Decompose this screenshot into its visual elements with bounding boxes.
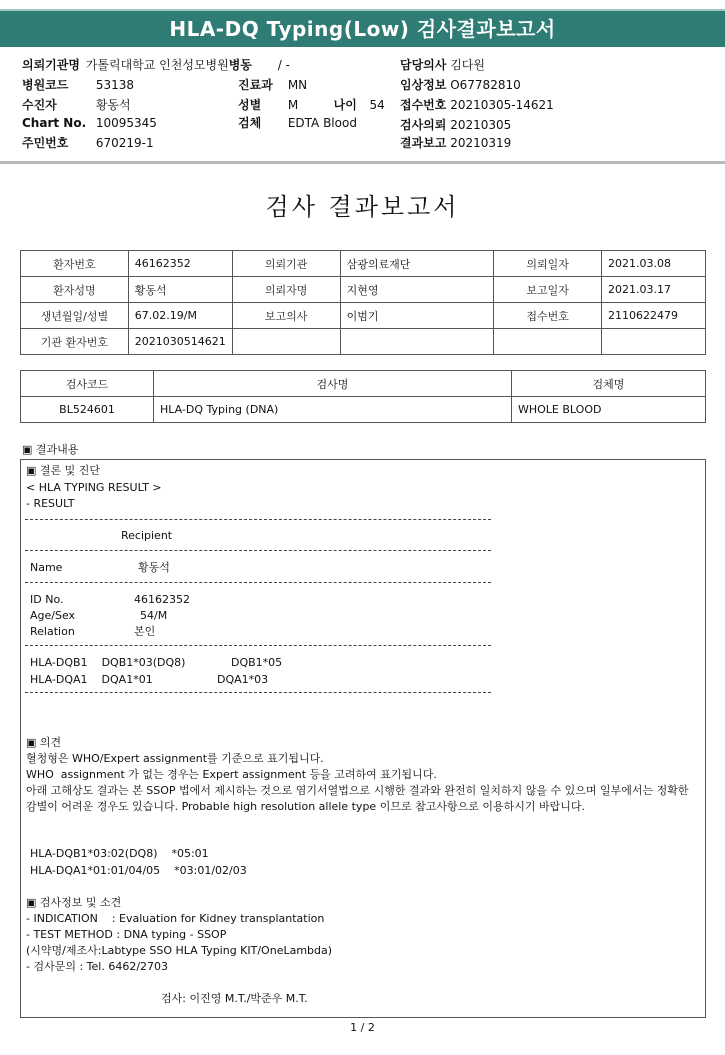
age-sex-label: Age/Sex bbox=[30, 609, 76, 622]
cell-label: 보고의사 bbox=[232, 303, 340, 329]
label-chart-no: Chart No. bbox=[22, 116, 87, 130]
label-patient: 수진자 bbox=[22, 98, 57, 112]
cell-value: 지현영 bbox=[340, 277, 494, 303]
value-ward: / - bbox=[277, 58, 290, 72]
header-row-1-right bbox=[400, 56, 485, 73]
dqb1-result-2: DQB1*05 bbox=[231, 656, 283, 669]
header-test-code: 검사코드 bbox=[21, 371, 154, 397]
cell-value: 2110622479 bbox=[602, 303, 706, 329]
cell-value bbox=[602, 329, 706, 355]
recipient-heading: Recipient bbox=[121, 529, 173, 542]
header-row-5-right bbox=[400, 134, 511, 151]
header-divider bbox=[0, 161, 725, 164]
dashed-divider bbox=[25, 645, 491, 646]
reagent-line: (시약명/제조사:Labtype SSO HLA Typing KIT/OneLambda) bbox=[26, 944, 333, 957]
label-hospital-code: 병원코드 bbox=[22, 78, 69, 92]
test-info-table bbox=[20, 370, 706, 423]
id-value: 46162352 bbox=[134, 593, 190, 606]
conclusion-heading: ▣ 결론 및 진단 bbox=[26, 464, 101, 477]
opinion-paragraph-2: WHO assignment 가 없는 경우는 Expert assignment 등을 고려하여 표기됩니다. bbox=[26, 768, 437, 781]
header-row-2-right bbox=[400, 76, 521, 93]
header-row-3-mid bbox=[238, 96, 385, 113]
value-age: 54 bbox=[369, 98, 385, 112]
label-requesting-institution: 의뢰기관명 bbox=[22, 58, 80, 72]
cell-label: 보고일자 bbox=[494, 277, 602, 303]
value-specimen: EDTA Blood bbox=[287, 116, 357, 130]
inquiry-line: - 검사문의 : Tel. 6462/2703 bbox=[26, 960, 169, 973]
cell-value: 2021030514621 bbox=[128, 329, 232, 355]
cell-test-name: HLA-DQ Typing (DNA) bbox=[154, 397, 512, 423]
table-row bbox=[21, 397, 706, 423]
table-header-row bbox=[21, 371, 706, 397]
label-age: 나이 bbox=[333, 98, 357, 112]
cell-value: 2021.03.08 bbox=[602, 251, 706, 277]
header-row-3-left bbox=[22, 96, 131, 113]
relation-label: Relation bbox=[30, 625, 75, 638]
cell-specimen-name: WHOLE BLOOD bbox=[512, 397, 706, 423]
id-label: ID No. bbox=[30, 593, 64, 606]
label-ward: 병동 bbox=[228, 58, 252, 72]
value-resident-number: 670219-1 bbox=[95, 136, 154, 150]
signers-line: 검사: 이진영 M.T./박준우 M.T. bbox=[161, 992, 308, 1005]
high-resolution-dqa1: HLA-DQA1*01:01/04/05 *03:01/02/03 bbox=[30, 864, 247, 877]
label-test-request: 검사의뢰 bbox=[400, 118, 447, 132]
page-number: 1 / 2 bbox=[350, 1021, 375, 1034]
dashed-divider bbox=[25, 582, 491, 583]
cell-test-code: BL524601 bbox=[21, 397, 154, 423]
table-row bbox=[21, 329, 706, 355]
hla-typing-result-heading: < HLA TYPING RESULT > bbox=[26, 481, 162, 494]
header-row-3-right bbox=[400, 96, 554, 113]
cell-value: 삼광의료재단 bbox=[340, 251, 494, 277]
cell-label: 생년월일/성별 bbox=[21, 303, 129, 329]
dashed-divider bbox=[25, 692, 491, 693]
dashed-divider bbox=[25, 550, 491, 551]
value-chart-no: 10095345 bbox=[95, 116, 157, 130]
label-specimen: 검체 bbox=[238, 116, 262, 130]
value-receipt-number: 20210305-14621 bbox=[450, 98, 554, 112]
header-row-5-left bbox=[22, 134, 154, 151]
cell-value: 황동석 bbox=[128, 277, 232, 303]
age-sex-value: 54/M bbox=[140, 609, 168, 622]
relation-value: 본인 bbox=[134, 625, 156, 638]
header-row-4-left bbox=[22, 116, 157, 130]
cell-label bbox=[494, 329, 602, 355]
result-content-box bbox=[20, 459, 706, 1018]
label-department: 진료과 bbox=[238, 78, 273, 92]
dqa1-result: HLA-DQA1 DQA1*01 bbox=[30, 673, 153, 686]
test-info-heading: ▣ 검사정보 및 소견 bbox=[26, 896, 122, 909]
indication-line: - INDICATION : Evaluation for Kidney transplantation bbox=[26, 912, 325, 925]
header-row-2-mid bbox=[238, 76, 307, 93]
header-row-1-left bbox=[22, 56, 290, 73]
label-receipt-number: 접수번호 bbox=[400, 98, 447, 112]
test-method-line: - TEST METHOD : DNA typing - SSOP bbox=[26, 928, 227, 941]
value-patient: 황동석 bbox=[95, 98, 131, 112]
dashed-divider bbox=[25, 519, 491, 520]
label-resident-number: 주민번호 bbox=[22, 136, 69, 150]
value-clinical-info: O67782810 bbox=[450, 78, 521, 92]
label-sex: 성별 bbox=[238, 98, 262, 112]
value-test-request: 20210305 bbox=[450, 118, 512, 132]
cell-label: 의뢰일자 bbox=[494, 251, 602, 277]
result-subheading: - RESULT bbox=[26, 497, 75, 510]
cell-label: 의뢰자명 bbox=[232, 277, 340, 303]
value-result-report: 20210319 bbox=[450, 136, 512, 150]
header-row-4-mid bbox=[238, 114, 357, 131]
header-specimen-name: 검체명 bbox=[512, 371, 706, 397]
dqa1-result-2: DQA1*03 bbox=[217, 673, 269, 686]
table-row bbox=[21, 251, 706, 277]
section-label-results: ▣ 결과내용 bbox=[22, 443, 79, 456]
value-sex: M bbox=[287, 98, 299, 112]
patient-info-table bbox=[20, 250, 706, 355]
table-row bbox=[21, 303, 706, 329]
cell-value: 46162352 bbox=[128, 251, 232, 277]
opinion-paragraph-3: 아래 고해상도 결과는 본 SSOP 법에서 제시하는 것으로 염기서열법으로 시행한 결과와 완전히 일치하지 않을 수 있으며 일부에서는 정확한 감별이 어려운 경우도 있습니다. Probable high resolution allele type 이므로 참고사항으로 이용하시기 바랍니다. bbox=[26, 784, 689, 813]
header-test-name: 검사명 bbox=[154, 371, 512, 397]
opinion-paragraph-1: 혈청형은 WHO/Expert assignment를 기준으로 표기됩니다. bbox=[26, 752, 324, 765]
high-resolution-dqb1: HLA-DQB1*03:02(DQ8) *05:01 bbox=[30, 847, 209, 860]
cell-value: 이범기 bbox=[340, 303, 494, 329]
cell-label: 의뢰기관 bbox=[232, 251, 340, 277]
label-clinical-info: 임상정보 bbox=[400, 78, 447, 92]
cell-label: 환자번호 bbox=[21, 251, 129, 277]
report-title-bar bbox=[0, 9, 725, 47]
value-hospital-code: 53138 bbox=[95, 78, 135, 92]
cell-label: 기관 환자번호 bbox=[21, 329, 129, 355]
name-label: Name bbox=[30, 561, 63, 574]
label-doctor: 담당의사 bbox=[400, 58, 447, 72]
opinion-heading: ▣ 의견 bbox=[26, 736, 62, 749]
label-result-report: 결과보고 bbox=[400, 136, 447, 150]
cell-value: 67.02.19/M bbox=[128, 303, 232, 329]
cell-value: 2021.03.17 bbox=[602, 277, 706, 303]
value-department: MN bbox=[287, 78, 308, 92]
cell-label: 환자성명 bbox=[21, 277, 129, 303]
value-requesting-institution: 가톨릭대학교 인천성모병원 bbox=[85, 58, 229, 72]
cell-label bbox=[232, 329, 340, 355]
value-doctor: 김다원 bbox=[450, 58, 485, 72]
header-row-2-left bbox=[22, 76, 134, 93]
report-title: HLA-DQ Typing(Low) 검사결과보고서 bbox=[169, 17, 556, 41]
cell-label: 접수번호 bbox=[494, 303, 602, 329]
table-row bbox=[21, 277, 706, 303]
cell-value bbox=[340, 329, 494, 355]
document-title: 검사 결과보고서 bbox=[265, 193, 460, 221]
dqb1-result: HLA-DQB1 DQB1*03(DQ8) bbox=[30, 656, 186, 669]
header-row-4-right bbox=[400, 116, 511, 133]
name-value: 황동석 bbox=[138, 561, 170, 574]
